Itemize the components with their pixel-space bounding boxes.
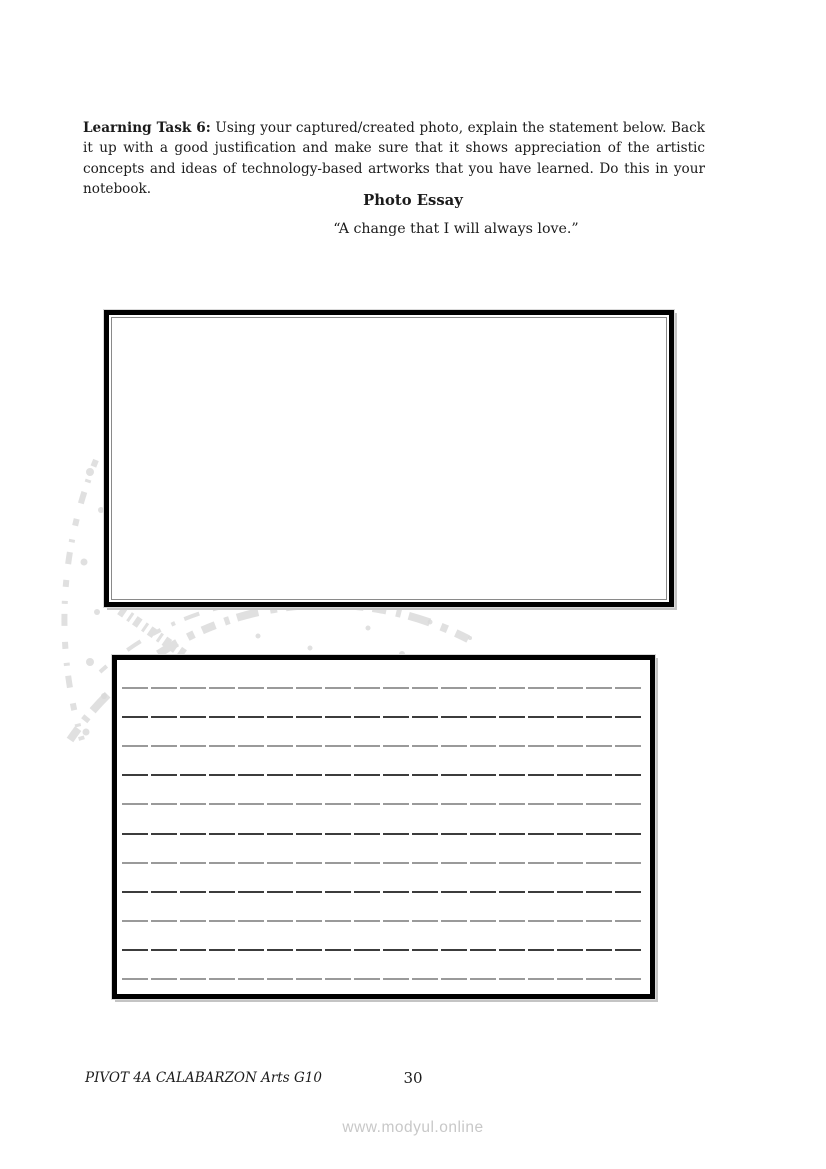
page-number: 30	[403, 1069, 423, 1087]
writing-line	[122, 689, 643, 718]
writing-line	[122, 660, 643, 689]
writing-lines-box	[112, 655, 655, 999]
task-instructions	[83, 118, 705, 200]
task-label: Learning Task 6:	[83, 119, 211, 136]
writing-line	[122, 718, 643, 747]
footer-module-title: PIVOT 4A CALABARZON Arts G10	[85, 1070, 322, 1086]
photo-frame-inner	[111, 317, 667, 600]
writing-line	[122, 835, 643, 864]
writing-line	[122, 922, 643, 951]
task-text: Using your captured/created photo, explain the statement below. Back it up with a good justification and make sure that it shows appreciation of the artistic concepts and ideas of technology-based artworks that you have learned. Do this in your notebook.	[83, 119, 706, 198]
site-watermark-text: www.modyul.online	[342, 1119, 484, 1136]
writing-line	[122, 864, 643, 893]
photo-frame	[104, 310, 674, 607]
writing-line	[122, 951, 643, 980]
writing-line	[122, 776, 643, 805]
photo-essay-heading: Photo Essay	[363, 192, 463, 209]
writing-line	[122, 805, 643, 834]
essay-quote: “A change that I will always love.”	[333, 221, 579, 237]
writing-line	[122, 747, 643, 776]
writing-line	[122, 893, 643, 922]
